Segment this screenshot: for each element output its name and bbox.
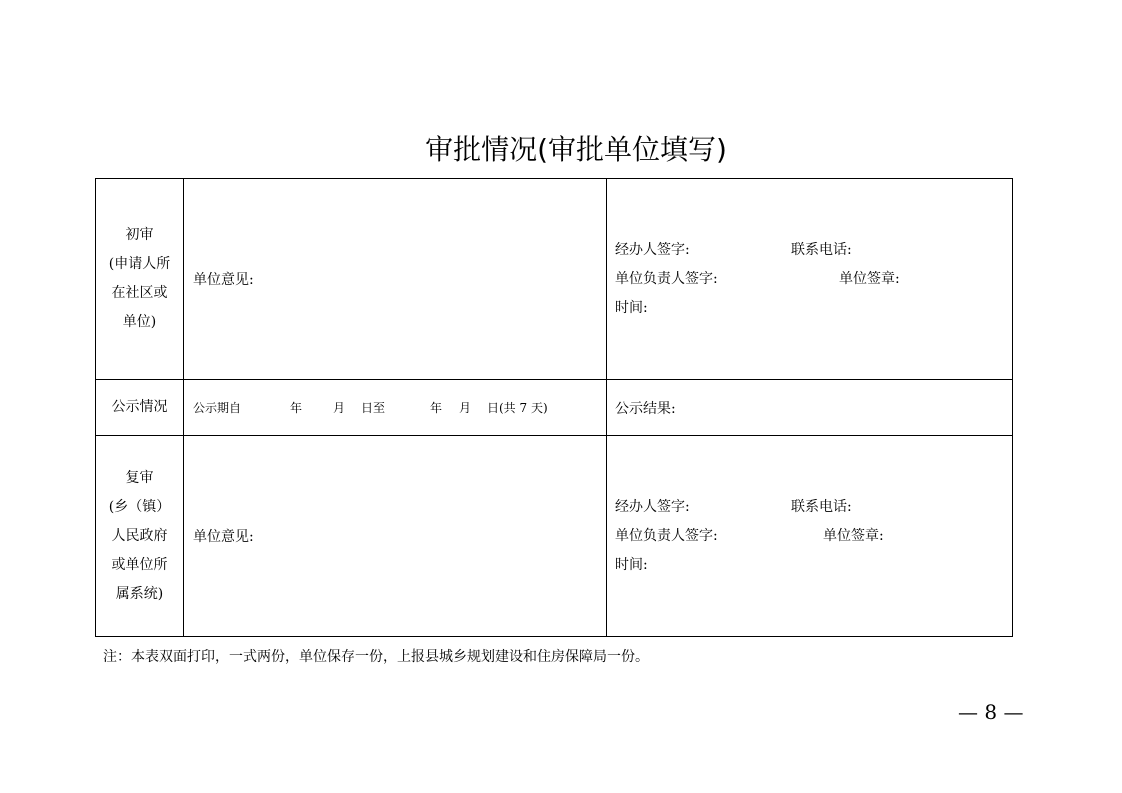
approval-table [95, 178, 1013, 637]
publicity-period-cell[interactable] [184, 380, 607, 436]
day-total-label: 日(共 7 天) [487, 400, 548, 415]
leader-sign-label: 单位负责人签字: [615, 270, 718, 287]
period-from-label: 公示期自 [193, 400, 242, 415]
label-line: 属系统) [115, 585, 164, 602]
time-label: 时间: [615, 299, 648, 316]
page-number: — 8 — [958, 700, 1024, 724]
publicity-row [96, 380, 1013, 436]
label-line: 在社区或 [111, 285, 168, 301]
unit-opinion-label: 单位意见: [193, 529, 254, 545]
phone-label: 联系电话: [791, 498, 852, 515]
initial-review-row [96, 179, 1013, 380]
day-to-label: 日至 [361, 400, 386, 415]
publicity-result-cell[interactable] [607, 380, 1013, 436]
month-label: 月 [333, 400, 346, 415]
seal-label: 单位签章: [823, 527, 884, 544]
time-label: 时间: [615, 556, 648, 573]
label-line: 初审 [125, 227, 154, 243]
second-review-label [96, 436, 184, 637]
initial-review-label [96, 179, 184, 380]
page-title: 审批情况(审批单位填写) [425, 133, 727, 166]
initial-opinion-cell[interactable] [184, 179, 607, 380]
label-line: 单位) [122, 314, 157, 330]
label-line: 复审 [125, 469, 154, 486]
year-label: 年 [290, 400, 303, 415]
publicity-result-label: 公示结果: [615, 400, 676, 417]
review-opinion-cell[interactable] [184, 436, 607, 637]
review-sign-cell[interactable] [607, 436, 1013, 637]
handler-sign-label: 经办人签字: [615, 498, 690, 515]
label-line: (申请人所 [108, 256, 171, 272]
month-label: 月 [459, 400, 472, 415]
unit-opinion-label: 单位意见: [193, 272, 254, 288]
label-line: (乡（镇） [108, 498, 171, 515]
leader-sign-label: 单位负责人签字: [615, 527, 718, 544]
initial-sign-cell[interactable] [607, 179, 1013, 380]
label-line: 人民政府 [111, 527, 168, 544]
footnote: 注：本表双面打印，一式两份，单位保存一份，上报县城乡规划建设和住房保障局一份。 [103, 649, 649, 665]
label-line: 或单位所 [111, 556, 168, 573]
year-label: 年 [430, 400, 443, 415]
phone-label: 联系电话: [791, 241, 852, 258]
publicity-label: 公示情况 [96, 380, 184, 436]
second-review-row [96, 436, 1013, 637]
seal-label: 单位签章: [839, 270, 900, 287]
handler-sign-label: 经办人签字: [615, 241, 690, 258]
